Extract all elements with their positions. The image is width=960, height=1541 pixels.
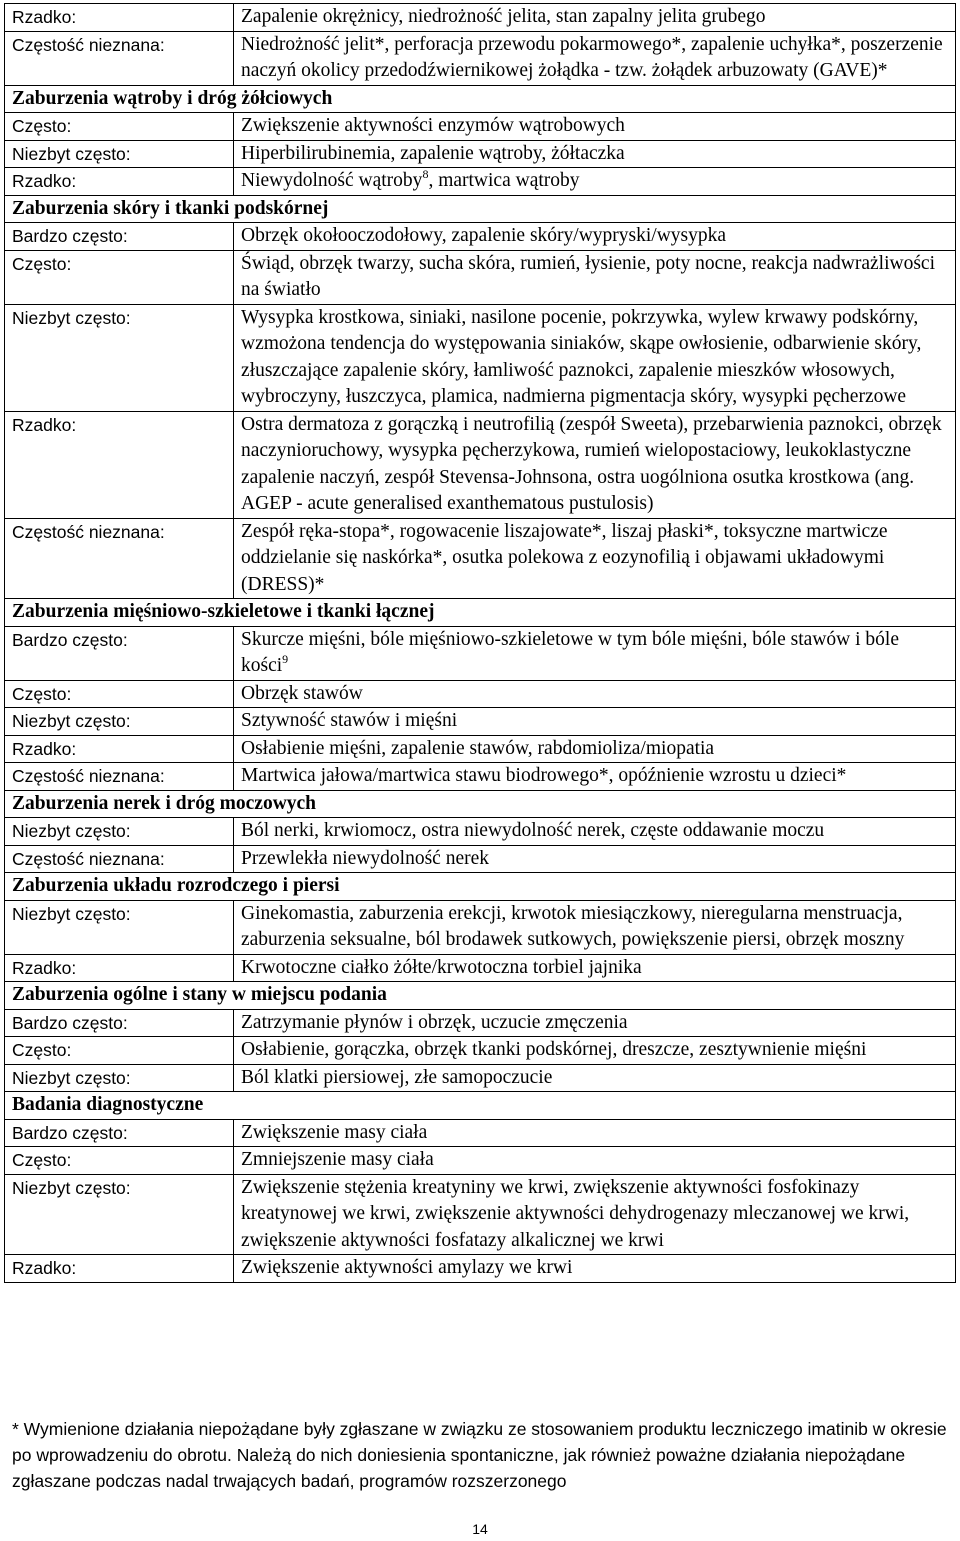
section-title: Zaburzenia mięśniowo-szkieletowe i tkanki łącznej: [5, 599, 956, 627]
table-row: [5, 168, 956, 196]
frequency-label: Niezbyt często:: [5, 900, 234, 954]
reaction-description: Martwica jałowa/martwica stawu biodrowego*, opóźnienie wzrostu u dzieci*: [234, 763, 956, 791]
table-body: [5, 4, 956, 1283]
section-title: Zaburzenia układu rozrodczego i piersi: [5, 873, 956, 901]
section-title: Zaburzenia ogólne i stany w miejscu podania: [5, 982, 956, 1010]
table-row: [5, 1174, 956, 1255]
frequency-label: Częstość nieznana:: [5, 518, 234, 599]
reaction-description: Obrzęk stawów: [234, 680, 956, 708]
section-title: Badania diagnostyczne: [5, 1092, 956, 1120]
table-row: [5, 1255, 956, 1283]
table-row: [5, 518, 956, 599]
table-row: [5, 1037, 956, 1065]
section-header-row: [5, 599, 956, 627]
table-row: [5, 1064, 956, 1092]
frequency-label: Rzadko:: [5, 735, 234, 763]
frequency-label: Często:: [5, 113, 234, 141]
reaction-description: Sztywność stawów i mięśni: [234, 708, 956, 736]
frequency-label: Często:: [5, 250, 234, 304]
frequency-label: Niezbyt często:: [5, 708, 234, 736]
table-row: [5, 708, 956, 736]
reaction-description: Wysypka krostkowa, siniaki, nasilone pocenie, pokrzywka, wylew krwawy podskórny, wzmożona tendencja do występowania siniaków, skąpe owłosienie, odbarwienie skóry, złuszczające zapalenie skóry, łamliwość paznokci, zapalenie mieszków włosowych, wybroczyny, łuszczyca, plamica, nadmierna pigmentacja skóry, wysypki pęcherzowe: [234, 304, 956, 411]
reaction-description: Ostra dermatoza z gorączką i neutrofilią (zespół Sweeta), przebarwienia paznokci, obrzęk naczynioruchowy, wysypka pęcherzykowa, rumień wielopostaciowy, leukoklastyczne zapalenie naczyń, zespół Stevensa-Johnsona, ostra uogólniona osutka krostkowa (ang. AGEP - acute generalised exanthematous pustulosis): [234, 411, 956, 518]
section-title: Zaburzenia nerek i dróg moczowych: [5, 790, 956, 818]
reaction-description: Zwiększenie stężenia kreatyniny we krwi, zwiększenie aktywności fosfokinazy kreatynowej we krwi, zwiększenie aktywności dehydrogenazy mleczanowej we krwi, zwiększenie aktywności fosfatazy alkalicznej we krwi: [234, 1174, 956, 1255]
table-row: [5, 250, 956, 304]
section-header-row: [5, 1092, 956, 1120]
reaction-description: [234, 168, 956, 196]
page-number: 14: [472, 1521, 488, 1537]
reaction-description: Przewlekła niewydolność nerek: [234, 845, 956, 873]
table-row: [5, 113, 956, 141]
footnote: * Wymienione działania niepożądane były zgłaszane w związku ze stosowaniem produktu leczniczego imatinib w okresie po wprowadzeniu do obrotu. Należą do nich doniesienia spontaniczne, jak również poważne działania niepożądane zgłaszane podczas nadal trwających badań, programów rozszerzonego: [12, 1419, 947, 1491]
frequency-label: Niezbyt często:: [5, 1174, 234, 1255]
reaction-description: Krwotoczne ciałko żółte/krwotoczna torbiel jajnika: [234, 954, 956, 982]
reaction-description: Ból nerki, krwiomocz, ostra niewydolność nerek, częste oddawanie moczu: [234, 818, 956, 846]
reaction-description: Zmniejszenie masy ciała: [234, 1147, 956, 1175]
section-header-row: [5, 790, 956, 818]
section-header-row: [5, 982, 956, 1010]
frequency-label: Częstość nieznana:: [5, 763, 234, 791]
table-row: [5, 304, 956, 411]
frequency-label: Rzadko:: [5, 168, 234, 196]
reaction-description: Świąd, obrzęk twarzy, sucha skóra, rumień, łysienie, poty nocne, reakcja nadwrażliwości na światło: [234, 250, 956, 304]
table-row: [5, 763, 956, 791]
reaction-description: Obrzęk okołooczodołowy, zapalenie skóry/wypryski/wysypka: [234, 223, 956, 251]
reaction-description: Ginekomastia, zaburzenia erekcji, krwotok miesiączkowy, nieregularna menstruacja, zaburzenia seksualne, ból brodawek sutkowych, powiększenie piersi, obrzęk moszny: [234, 900, 956, 954]
frequency-label: Częstość nieznana:: [5, 31, 234, 85]
table-row: [5, 223, 956, 251]
frequency-label: Rzadko:: [5, 1255, 234, 1283]
table-row: [5, 1009, 956, 1037]
table-row: [5, 818, 956, 846]
section-title: Zaburzenia wątroby i dróg żółciowych: [5, 85, 956, 113]
table-row: [5, 845, 956, 873]
table-row: [5, 626, 956, 680]
frequency-label: Rzadko:: [5, 411, 234, 518]
reaction-description: [234, 626, 956, 680]
frequency-label: Często:: [5, 680, 234, 708]
reaction-description: Zwiększenie aktywności amylazy we krwi: [234, 1255, 956, 1283]
table-row: [5, 140, 956, 168]
frequency-label: Często:: [5, 1037, 234, 1065]
table-row: [5, 1119, 956, 1147]
section-title: Zaburzenia skóry i tkanki podskórnej: [5, 195, 956, 223]
adverse-reactions-table: [4, 3, 956, 1283]
frequency-label: Rzadko:: [5, 954, 234, 982]
reaction-description: Zespół ręka-stopa*, rogowacenie liszajowate*, liszaj płaski*, toksyczne martwicze oddzielanie się naskórka*, osutka polekowa z eozynofilią i objawami układowymi (DRESS)*: [234, 518, 956, 599]
reaction-description: Zwiększenie aktywności enzymów wątrobowych: [234, 113, 956, 141]
frequency-label: Częstość nieznana:: [5, 845, 234, 873]
reaction-description: Zwiększenie masy ciała: [234, 1119, 956, 1147]
reaction-description: Ból klatki piersiowej, złe samopoczucie: [234, 1064, 956, 1092]
frequency-label: Niezbyt często:: [5, 818, 234, 846]
reaction-description: Niedrożność jelit*, perforacja przewodu pokarmowego*, zapalenie uchyłka*, poszerzenie naczyń okolicy przedodźwiernikowej żołądka - tzw. żołądek arbuzowaty (GAVE)*: [234, 31, 956, 85]
section-header-row: [5, 85, 956, 113]
reaction-text: Skurcze mięśni, bóle mięśniowo-szkieletowe w tym bóle mięśni, bóle stawów i bóle kości: [241, 628, 899, 676]
section-header-row: [5, 195, 956, 223]
reaction-description: Osłabienie mięśni, zapalenie stawów, rabdomioliza/miopatia: [234, 735, 956, 763]
table-row: [5, 4, 956, 32]
reaction-text-continued: , martwica wątroby: [428, 170, 580, 191]
table-row: [5, 1147, 956, 1175]
reaction-text: Niewydolność wątroby: [241, 170, 423, 191]
frequency-label: Rzadko:: [5, 4, 234, 32]
frequency-label: Niezbyt często:: [5, 140, 234, 168]
frequency-label: Niezbyt często:: [5, 304, 234, 411]
table-row: [5, 31, 956, 85]
frequency-label: Często:: [5, 1147, 234, 1175]
table-row: [5, 900, 956, 954]
table-row: [5, 411, 956, 518]
reaction-description: Zatrzymanie płynów i obrzęk, uczucie zmęczenia: [234, 1009, 956, 1037]
frequency-label: Bardzo często:: [5, 1009, 234, 1037]
table-row: [5, 954, 956, 982]
frequency-label: Niezbyt często:: [5, 1064, 234, 1092]
footnote-reference: 8: [422, 167, 429, 181]
table-row: [5, 735, 956, 763]
frequency-label: Bardzo często:: [5, 1119, 234, 1147]
footnote-reference: 9: [282, 652, 289, 666]
reaction-description: Osłabienie, gorączka, obrzęk tkanki podskórnej, dreszcze, zesztywnienie mięśni: [234, 1037, 956, 1065]
frequency-label: Bardzo często:: [5, 223, 234, 251]
table-row: [5, 680, 956, 708]
section-header-row: [5, 873, 956, 901]
frequency-label: Bardzo często:: [5, 626, 234, 680]
reaction-description: Zapalenie okrężnicy, niedrożność jelita, stan zapalny jelita grubego: [234, 4, 956, 32]
reaction-description: Hiperbilirubinemia, zapalenie wątroby, żółtaczka: [234, 140, 956, 168]
